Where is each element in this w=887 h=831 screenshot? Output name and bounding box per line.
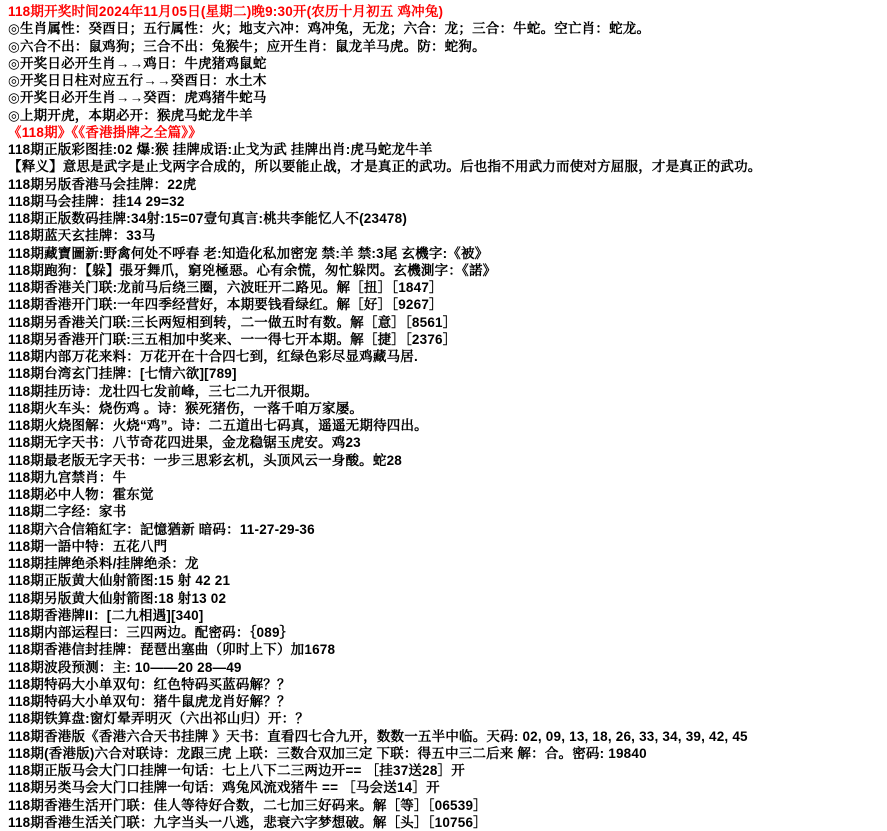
text-line: ◎开奖日必开生肖→→癸酉：虎鸡猪牛蛇马: [8, 90, 267, 106]
text-line: 118期内部运程曰：三四两边。配密码：｛089｝: [8, 625, 294, 640]
text-line: ◎生肖属性：癸酉日；五行属性：火；地支六冲：鸡冲兔，无龙；六合：龙；三合：牛蛇。空亡肖：蛇龙。: [8, 21, 651, 37]
text-line: 118期跑狗：【躲】張牙舞爪，窮兇極惡。心有余慌，匆忙躲閃。玄機測字：《諾》: [8, 262, 497, 278]
text-line: 118期二字经：家书: [8, 504, 127, 520]
text-line: ◎六合不出：鼠鸡狗；三合不出：兔猴牛；应开生肖：鼠龙羊马虎。防：蛇狗。: [8, 38, 486, 54]
text-line: 118期铁算盘:窗灯晕弄明灭（六出祁山归）开：？: [8, 711, 310, 727]
text-line: 118期火烧图解：火烧“鸡”。诗：二五道出七码真，遥遥无期待四出。: [8, 418, 428, 433]
text-line: 118期最老版无字天书：一步三思彩玄机，头顶风云一身酸。蛇28: [8, 452, 402, 468]
text-line: 118期九宫禁肖：牛: [8, 469, 127, 485]
text-line: 118期正版马会大门口挂牌一句话：七上八下二三两边开== ［挂37送28］开: [8, 763, 465, 778]
text-line: 118期正版彩图挂:02 爆:猴 挂牌成语:止戈为武 挂牌出肖:虎马蛇龙牛羊: [8, 142, 433, 157]
text-line: 118期香港关门联:龙前马后绕三圈，六波旺开二路见。解［扭］［1847］: [8, 280, 443, 295]
text-line: ◎上期开虎，本期必开：猴虎马蛇龙牛羊: [8, 107, 253, 123]
text-line: 118期必中人物：霍东觉: [8, 487, 154, 502]
text-line: 118期挂牌绝杀料/挂牌绝杀：龙: [8, 556, 199, 571]
text-line: 118期香港开门联:一年四季经营好，本期要钱看绿红。解［好］［9267］: [8, 297, 443, 313]
text-line: 118期正版数码挂牌:34射:15=07壹句真言:桃共李能忆人不(23478): [8, 211, 408, 226]
text-line: 【释义】意思是武字是止戈两字合成的，所以要能止战，才是真正的武功。后也指不用武力而使对方屈服，才是真正的武功。: [8, 159, 762, 175]
text-line: ◎开奖日日柱对应五行→→癸酉日：水土木: [8, 73, 267, 88]
text-line: 118期香港生活关门联：九字当头一八逃，悲衰六字梦想破。解［头］［10756］: [8, 814, 487, 830]
text-line: 118期开奖时间2024年11月05日(星期二)晚9:30开(农历十月初五 鸡冲兔): [8, 4, 444, 19]
text-content: [8, 3, 881, 831]
text-line: 118期另版香港马会挂牌：22虎: [8, 176, 197, 192]
text-line: 118期波段预测：主: 10——20 28—49: [8, 659, 242, 675]
text-line: 118期另类马会大门口挂牌一句话：鸡兔风流戏猪牛 == ［马会送14］开: [8, 780, 440, 796]
text-line: 118期特码大小单双句：猪牛鼠虎龙肖好解？？: [8, 694, 291, 709]
text-line: 118期正版黄大仙射箭图:15 射 42 21: [8, 573, 231, 589]
text-line: 118期(香港版)六合对联诗：龙跟三虎 上联：三数合双加三定 下联：得五中三二后来 解：合。密码: 19840: [8, 745, 647, 761]
text-line: 118期香港牌II：[二九相遇][340]: [8, 607, 204, 623]
text-line: 118期马会挂牌：挂14 29=32: [8, 193, 185, 209]
text-line: 118期台湾玄门挂牌：[七情六欲][789]: [8, 366, 237, 382]
text-line: 118期特码大小单双句：红色特码买蓝码解？？: [8, 676, 291, 692]
text-line: 118期一語中特：五花八門: [8, 538, 168, 554]
text-line: 118期藏寶圖新:野禽何处不呼春 老:知造化私加密宠 禁:羊 禁:3尾 玄機字:《被》: [8, 245, 489, 261]
text-line: 118期另香港关门联:三长两短相到转，二一做五时有数。解［意］［8561］: [8, 314, 457, 330]
text-line: 118期香港生活开门联：佳人等待好合数，二七加三好码来。解［等］［06539］: [8, 797, 487, 813]
text-line: 118期六合信箱紅字：記憶猶新 暗码：11-27-29-36: [8, 521, 315, 537]
text-line: 118期另香港开门联:三五相加中奖来、一一得七开本期。解［捷］［2376］: [8, 331, 457, 347]
text-line: 118期另版黄大仙射箭图:18 射13 02: [8, 590, 227, 606]
text-line: 118期蓝天玄挂牌：33马: [8, 228, 156, 244]
text-line: 118期火车头：烧伤鸡 。诗：猴死猪伤，一落千咱万家屡。: [8, 400, 364, 416]
text-line: 118期内部万花来料：万花开在十合四七到，红绿色彩尽显鸡藏马居.: [8, 349, 418, 364]
text-line: 118期香港信封挂牌：琵琶出塞曲（卯时上下）加1678: [8, 642, 336, 658]
text-line: 118期香港版《香港六合天书挂牌 》天书：直看四七合九开，数数一五半中临。天码: 02, 09, 13, 18, 26, 33, 34, 39, 42, 45: [8, 728, 748, 744]
text-line: 《118期》《《香港掛牌之全篇》》: [8, 124, 202, 140]
text-line: 118期挂历诗：龙壮四七发前峰，三七二九开很期。: [8, 383, 319, 399]
text-line: ◎开奖日必开生肖→→鸡日：牛虎猪鸡鼠蛇: [8, 55, 267, 71]
text-line: 118期无字天书：八节奇花四进果，金龙稳锯玉虎安。鸡23: [8, 435, 361, 451]
